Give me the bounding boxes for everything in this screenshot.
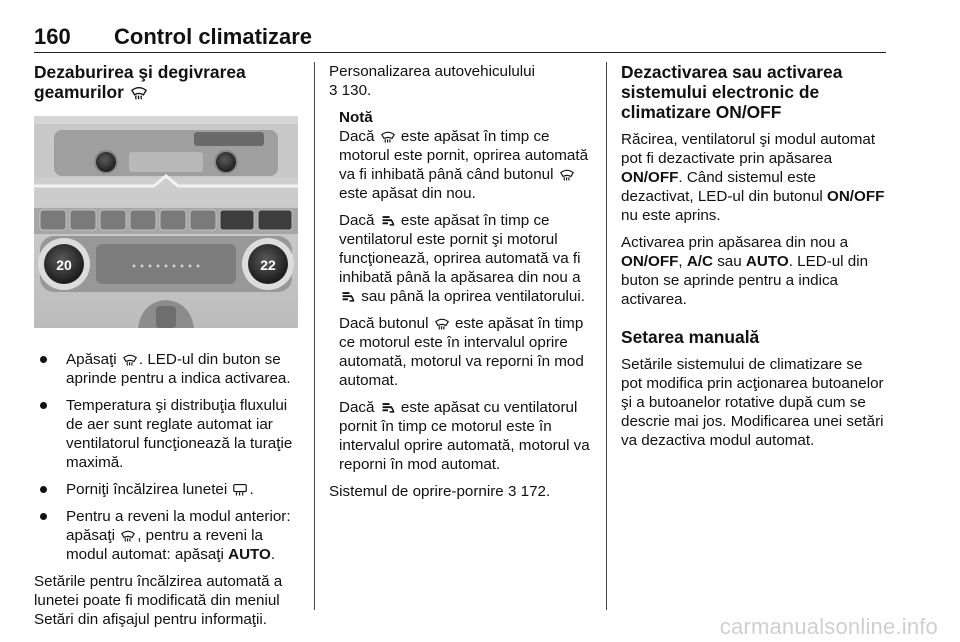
rear-heating-settings-paragraph: Setările pentru încălzirea automată a lunetei poate fi modificată din meniul Setări din afişajul pentru informaţii. [34, 573, 283, 628]
windscreen-defrost-icon [380, 130, 396, 144]
note-paragraph-2: Dacă este apăsat în timp ce ventilatorul este pornit şi motorul funcţionează, oprirea automată va fi inhibată până la apăsarea din nou a sau până la oprirea ventilatorului. [339, 212, 585, 305]
section-heading-onoff: Dezactivarea sau activarea sistemului electronic de climatizare ON/OFF [621, 62, 843, 122]
rear-window-heating-icon [232, 483, 248, 497]
personalization-reference: Personalizarea autovehiculului 3 130. [329, 63, 536, 99]
page-ref-arrow-icon: 3 [507, 483, 517, 500]
note-title: Notă [339, 109, 373, 126]
list-item: Apăsaţi . LED-ul din buton se aprinde pentru a indica activarea. [34, 350, 302, 388]
list-item: Pentru a reveni la modul anterior: apăsaţi , pentru a reveni la modul automat: apăsaţi AUTO. [34, 507, 302, 564]
page-ref-arrow-icon: 3 [329, 82, 338, 99]
watermark-text: carmanualsonline.info [719, 614, 938, 639]
list-item: Temperatura şi distribuţia fluxului de aer sunt reglate automat iar ventilatorul funcţionează la turaţie maximă. [34, 396, 302, 472]
page-title: Control climatizare [114, 24, 313, 49]
right-temperature-label: 22 [260, 257, 276, 273]
note-paragraph-1: Dacă este apăsat în timp ce motorul este pornit, oprirea automată va fi inhibată până când butonul este apăsat din nou. [339, 128, 589, 202]
windscreen-defrost-icon [120, 529, 136, 543]
windscreen-defrost-icon [559, 168, 575, 182]
list-item: Porniţi încălzirea lunetei . [34, 480, 302, 499]
section-heading-defrost: Dezaburirea şi degivrarea geamurilor [34, 62, 246, 102]
fan-speed-icon [380, 214, 396, 228]
windscreen-defrost-icon [434, 317, 450, 331]
column-divider-2 [606, 62, 607, 610]
note-paragraph-3: Dacă butonul este apăsat în timp ce motorul este în intervalul oprire automată, motorul va reporni în mod automat. [339, 315, 584, 389]
defrost-steps-list [34, 350, 302, 564]
note-block [329, 108, 591, 474]
column-3 [621, 62, 887, 458]
page-number: 160 [34, 24, 71, 49]
note-paragraph-4: Dacă este apăsat cu ventilatorul pornit în timp ce motorul este în intervalul oprire automată, motorul va reporni în mod automat. [339, 399, 590, 473]
page-header [34, 20, 886, 53]
column-divider-1 [314, 62, 315, 610]
onoff-paragraph-2: Activarea prin apăsarea din nou a ON/OFF, A/C sau AUTO. LED-ul din buton se aprinde pentru a indica activarea. [621, 234, 869, 308]
windscreen-defrost-icon [130, 85, 148, 101]
column-1 [34, 62, 302, 637]
fan-speed-icon [380, 401, 396, 415]
section-heading-manual: Setarea manuală [621, 327, 760, 347]
climate-control-panel-photo [34, 116, 298, 328]
onoff-paragraph-1: Răcirea, ventilatorul şi modul automat pot fi dezactivate prin apăsarea ON/OFF. Când sistemul este dezactivat, LED-ul din butonul ON/OFF nu este aprins. [621, 131, 885, 224]
stop-start-reference: Sistemul de oprire-pornire 3 172. [329, 483, 551, 500]
column-2 [329, 62, 591, 509]
windscreen-defrost-icon [122, 353, 138, 367]
fan-speed-icon [340, 290, 356, 304]
manual-settings-paragraph: Setările sistemului de climatizare se pot modifica prin acţionarea butoanelor şi a butoanelor rotative după cum se descrie mai jos. Modificarea unei setări va dezactiva modul automat. [621, 356, 884, 449]
left-temperature-label: 20 [56, 257, 72, 273]
